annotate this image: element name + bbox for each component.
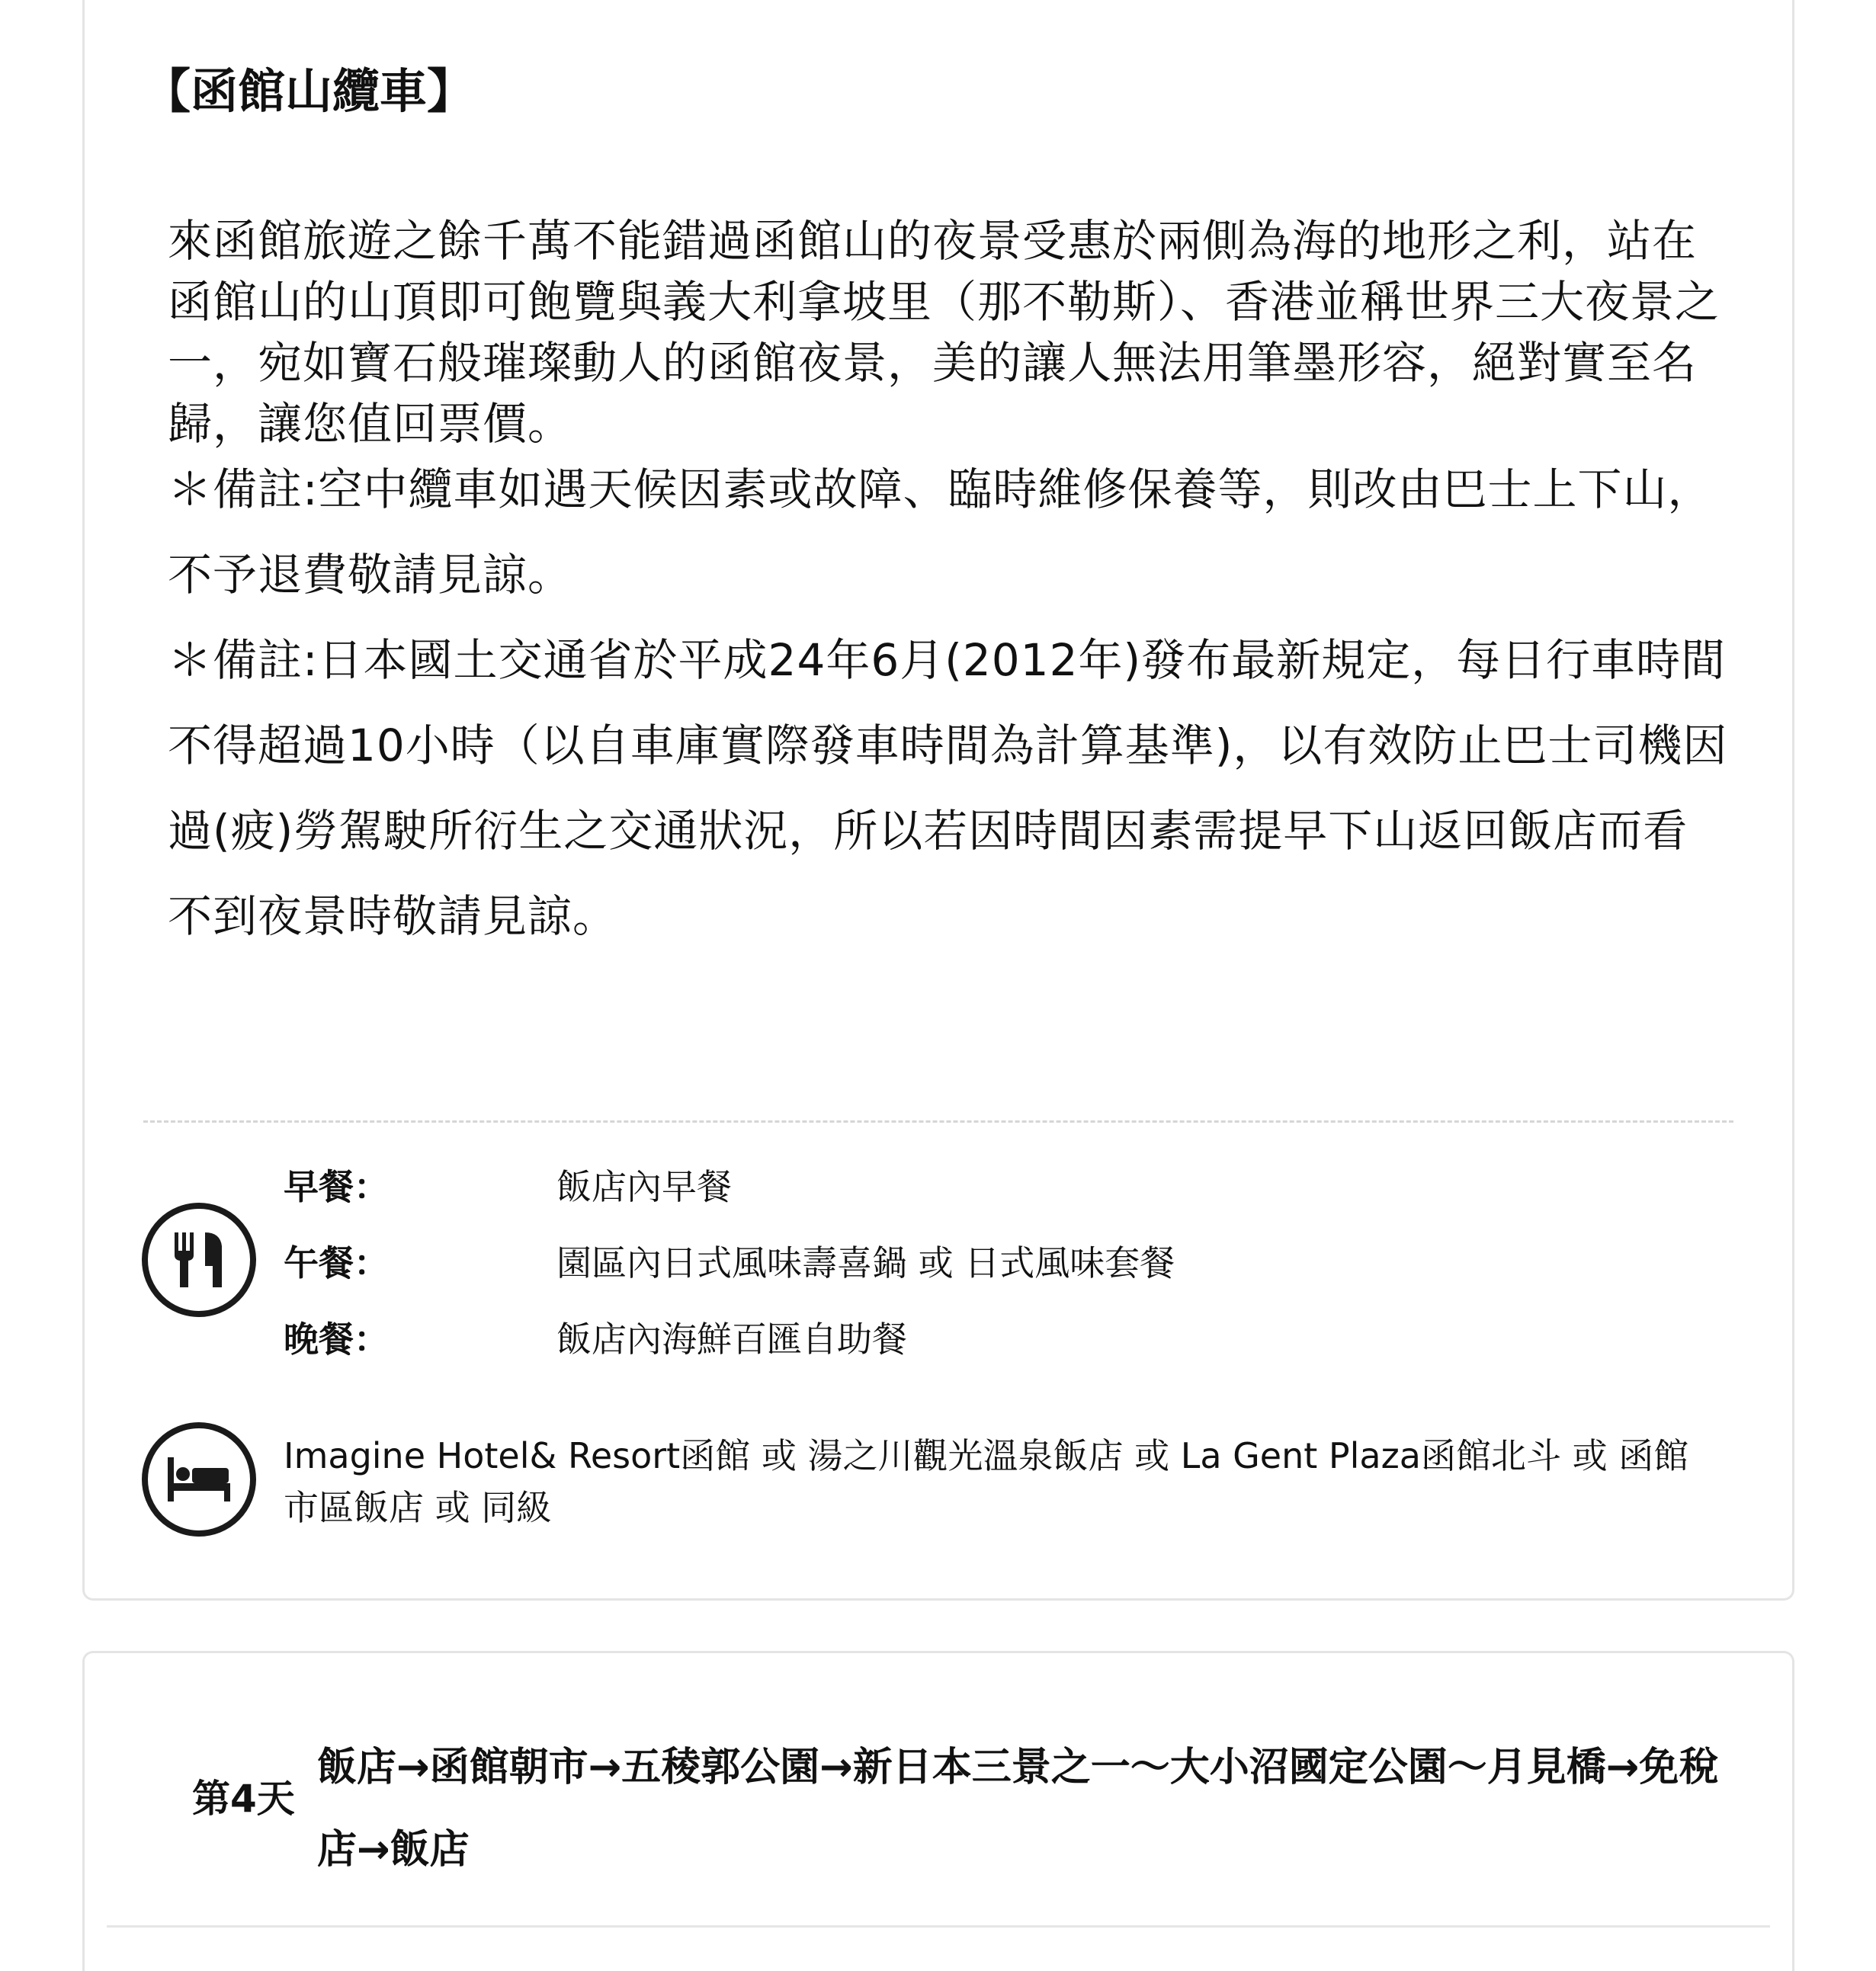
dinner-label: 晚餐：: [284, 1319, 389, 1360]
attraction-description: 來函館旅遊之餘千萬不能錯過函館山的夜景受惠於兩側為海的地形之利，站在函館山的山頂即可飽覽與義大利拿坡里（那不勒斯）、香港並稱世界三大夜景之一，宛如寶石般璀璨動人的函館夜景，美的讓人無法用筆墨形容，絕對實至名歸，讓您值回票價。: [168, 215, 1720, 450]
lunch-label: 午餐：: [284, 1242, 389, 1284]
section-divider: [143, 1120, 1733, 1123]
day-route-title: 飯店→函館朝市→五稜郭公園→新日本三景之一～大小沼國定公園～月見橋→免稅店→飯店: [317, 1745, 1719, 1873]
bed-icon: [142, 1422, 256, 1537]
breakfast-value: 飯店內早餐: [556, 1166, 732, 1207]
breakfast-label: 早餐：: [284, 1166, 389, 1207]
attraction-note-driving-hours: ＊備註:日本國土交通省於平成24年6月(2012年)發布最新規定，每日行車時間不得超過10小時（以自車庫實際發車時間為計算基準)，以有效防止巴士司機因過(疲)勞駕駛所衍生之交通狀況，所以若因時間因素需提早下山返回飯店而看不到夜景時敬請見諒。: [168, 634, 1728, 942]
hotel-info: Imagine Hotel& Resort函館 或 湯之川觀光溫泉飯店 或 La Gent Plaza函館北斗 或 函館市區飯店 或 同級: [284, 1435, 1689, 1528]
dinner-value: 飯店內海鮮百匯自助餐: [556, 1319, 907, 1360]
lunch-value: 園區內日式風味壽喜鍋 或 日式風味套餐: [556, 1242, 1175, 1284]
attraction-note-weather: ＊備註:空中纜車如遇天候因素或故障、臨時維修保養等，則改由巴士上下山，不予退費敬請見諒。: [168, 463, 1713, 601]
attraction-title: 【函館山纜車】: [143, 63, 475, 119]
fork-knife-icon: [142, 1203, 256, 1317]
day-number-label: 第4天: [192, 1777, 295, 1821]
card-divider: [107, 1925, 1770, 1928]
